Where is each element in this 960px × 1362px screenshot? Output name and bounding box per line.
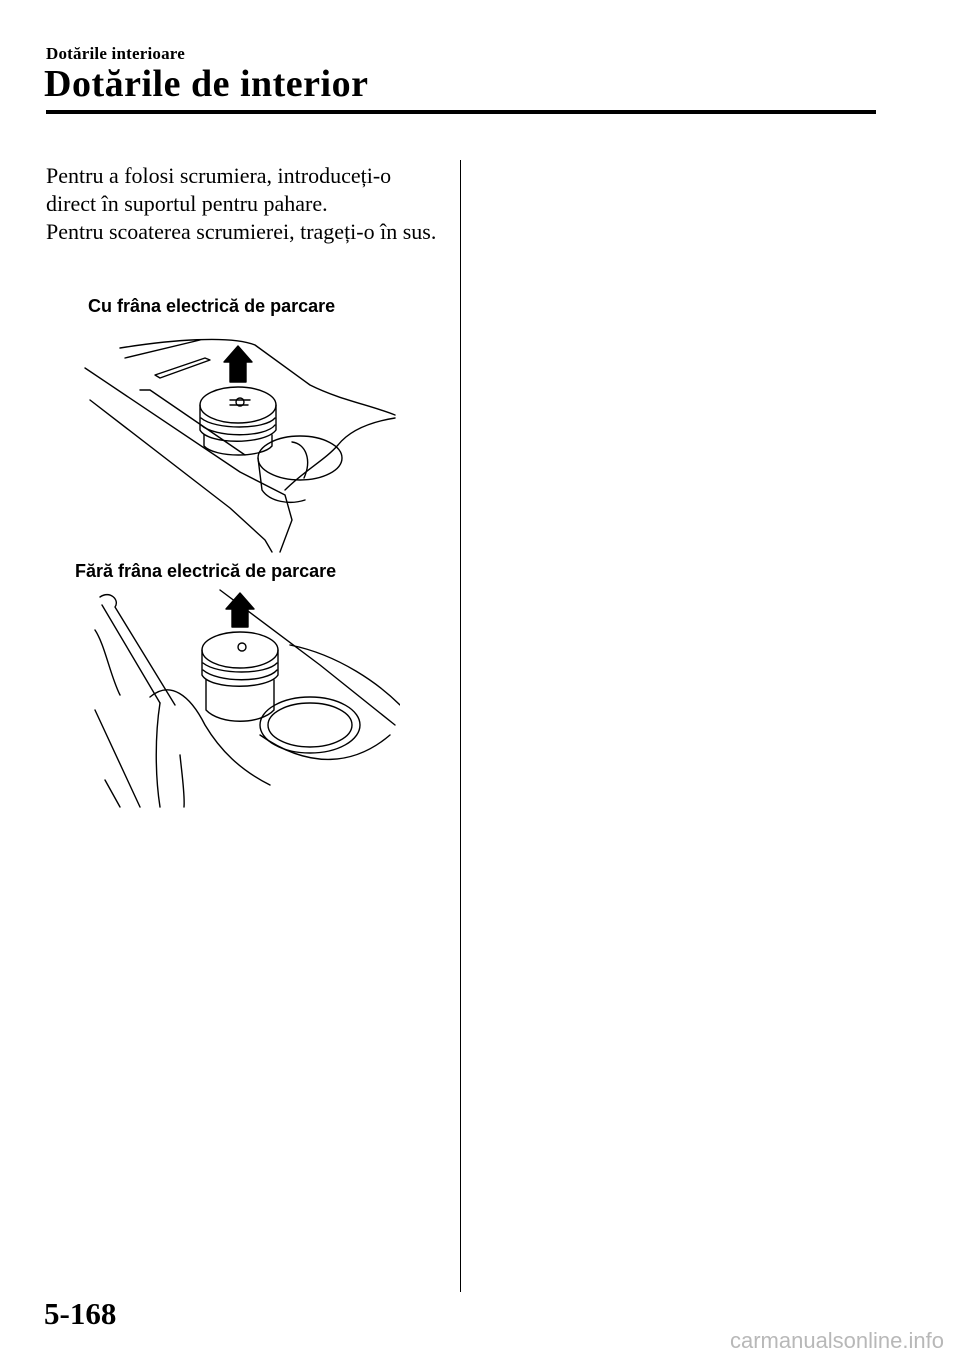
paragraph-remove: Pentru scoaterea scrumierei, trageți-o în sus.: [46, 219, 437, 244]
ashtray-cupholder-handbrake-illustration: [80, 585, 400, 810]
figure-caption-no-electric-brake: Fără frâna electrică de parcare: [75, 561, 337, 581]
title-rule: [46, 110, 876, 114]
figure-caption-electric-brake: Cu frâna electrică de parcare: [88, 296, 336, 316]
column-divider: [460, 160, 461, 1292]
watermark: carmanualsonline.info: [729, 1328, 944, 1353]
page-number: 5-168: [44, 1296, 117, 1331]
body-text: [46, 162, 446, 246]
paragraph-insert: Pentru a folosi scrumiera, introduceți-o direct în suportul pentru pahare.: [46, 163, 392, 216]
section-label: Dotările interioare: [46, 44, 185, 63]
ashtray-cupholder-illustration: [80, 330, 400, 555]
page-title: Dotările de interior: [44, 63, 369, 105]
